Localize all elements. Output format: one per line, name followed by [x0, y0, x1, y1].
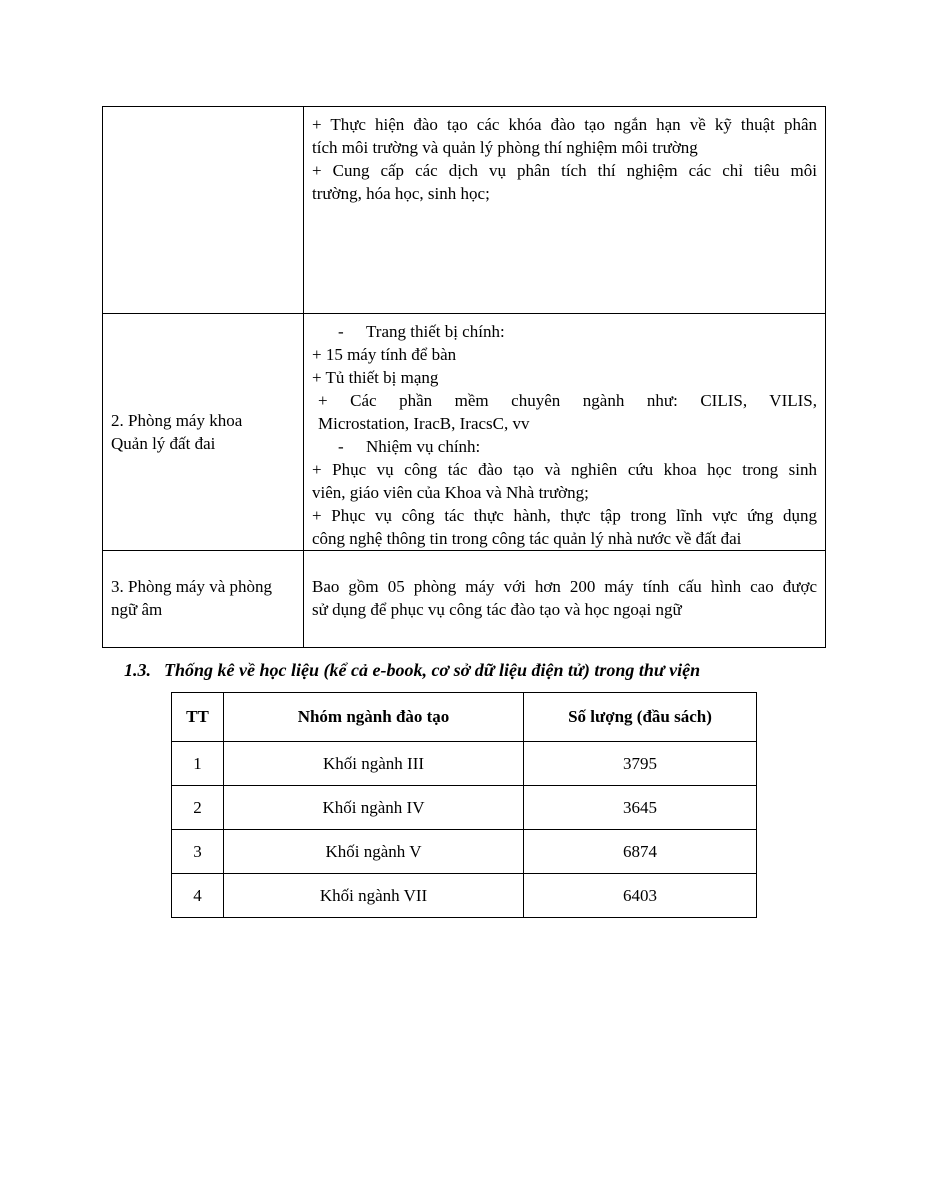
facility-name-cell — [103, 107, 304, 314]
description-line: + Thực hiện đào tạo các khóa đào tạo ngắn hạn về kỹ thuật phân — [312, 115, 817, 134]
row-index: 4 — [172, 874, 224, 918]
facility-description-cell — [304, 551, 826, 648]
row-index: 1 — [172, 742, 224, 786]
section-heading — [124, 660, 700, 681]
dash-item-text: Nhiệm vụ chính: — [366, 437, 481, 456]
facility-description-cell — [304, 314, 826, 551]
dash-marker: - — [338, 322, 344, 341]
row-index: 2 — [172, 786, 224, 830]
facility-description-cell — [304, 107, 826, 314]
row-book-count: 3795 — [524, 742, 757, 786]
description-line: + Tủ thiết bị mạng — [312, 368, 439, 387]
description-line: Bao gồm 05 phòng máy với hơn 200 máy tính cấu hình cao được — [312, 577, 817, 596]
header-discipline-group: Nhóm ngành đào tạo — [224, 693, 524, 742]
facility-name-line: 2. Phòng máy khoa — [111, 411, 243, 430]
description-line: + Phục vụ công tác đào tạo và nghiên cứu khoa học trong sinh — [312, 460, 817, 479]
facility-row — [103, 551, 826, 648]
description-line: viên, giáo viên của Khoa và Nhà trường; — [312, 483, 589, 502]
header-index: TT — [172, 693, 224, 742]
description-line: tích môi trường và quản lý phòng thí nghiệm môi trường — [312, 138, 698, 157]
table-row — [172, 742, 757, 786]
row-book-count: 6874 — [524, 830, 757, 874]
description-line: + Cung cấp các dịch vụ phân tích thí nghiệm các chỉ tiêu môi — [312, 161, 817, 180]
header-book-count: Số lượng (đầu sách) — [524, 693, 757, 742]
section-title: Thống kê về học liệu (kể cả e-book, cơ sở dữ liệu điện tử) trong thư viện — [164, 660, 701, 680]
table-row — [172, 830, 757, 874]
dash-item — [312, 435, 817, 458]
table-row — [172, 786, 757, 830]
row-discipline-group: Khối ngành IV — [224, 786, 524, 830]
description-line: công nghệ thông tin trong công tác quản lý nhà nước về đất đai — [312, 529, 742, 548]
dash-marker: - — [338, 437, 344, 456]
description-line: Microstation, IracB, IracsC, vv — [318, 414, 530, 433]
dash-item-text: Trang thiết bị chính: — [366, 322, 505, 341]
row-discipline-group: Khối ngành III — [224, 742, 524, 786]
facility-row — [103, 314, 826, 551]
description-line: + Phục vụ công tác thực hành, thực tập trong lĩnh vực ứng dụng — [312, 506, 817, 525]
row-book-count: 6403 — [524, 874, 757, 918]
table-header-row — [172, 693, 757, 742]
facility-name-line: 3. Phòng máy và phòng — [111, 577, 273, 596]
row-index: 3 — [172, 830, 224, 874]
facility-name-cell — [103, 314, 304, 551]
facility-name-line: ngữ âm — [111, 600, 163, 619]
description-line: sử dụng để phục vụ công tác đào tạo và học ngoại ngữ — [312, 600, 682, 619]
facility-row — [103, 107, 826, 314]
description-line: trường, hóa học, sinh học; — [312, 184, 490, 203]
description-line: + Các phần mềm chuyên ngành như: CILIS, VILIS, — [318, 391, 817, 410]
table-row — [172, 874, 757, 918]
description-line: + 15 máy tính để bàn — [312, 345, 457, 364]
dash-item — [312, 320, 817, 343]
facility-name-line: Quản lý đất đai — [111, 434, 216, 453]
facility-name-cell — [103, 551, 304, 648]
row-discipline-group: Khối ngành V — [224, 830, 524, 874]
facilities-table — [102, 106, 826, 648]
section-number: 1.3. — [124, 660, 151, 680]
row-book-count: 3645 — [524, 786, 757, 830]
library-materials-table — [171, 692, 757, 918]
row-discipline-group: Khối ngành VII — [224, 874, 524, 918]
